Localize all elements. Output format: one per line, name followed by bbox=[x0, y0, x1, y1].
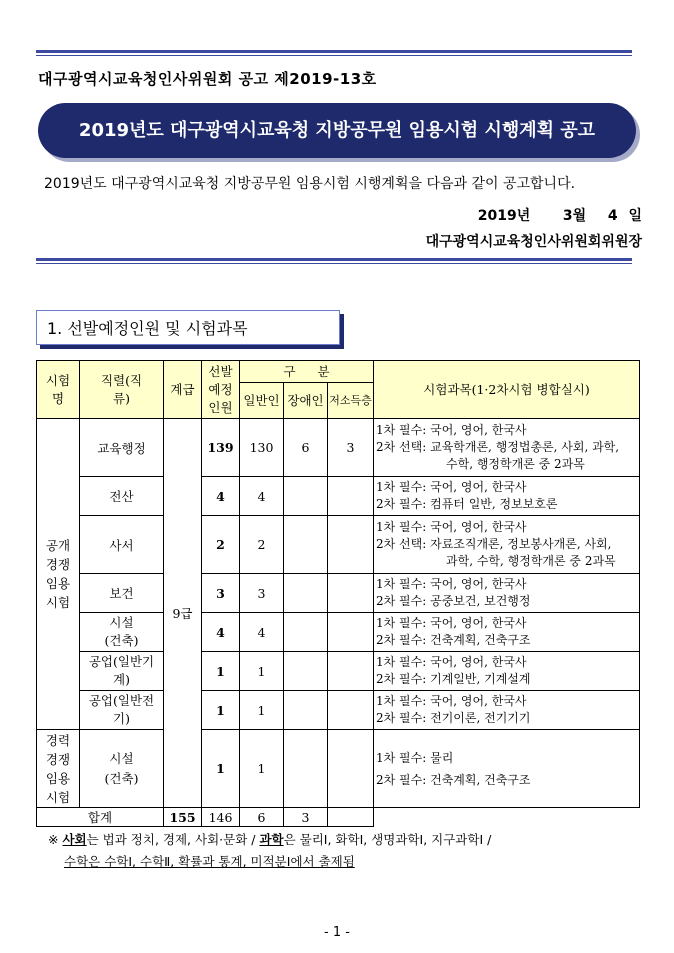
planned-cell: 4 bbox=[202, 477, 240, 516]
subject-line: 1차 필수: 물리 bbox=[376, 750, 454, 765]
position-cell: 시설(건축) bbox=[80, 613, 164, 652]
header-grade: 계급 bbox=[164, 361, 202, 419]
position-cell: 교육행정 bbox=[80, 419, 164, 477]
planned-cell: 3 bbox=[202, 574, 240, 613]
table-row bbox=[37, 477, 640, 516]
signer: 대구광역시교육청인사위원회위원장 bbox=[425, 234, 642, 250]
general-cell: 1 bbox=[240, 691, 284, 730]
position-cell: 전산 bbox=[80, 477, 164, 516]
subjects-cell bbox=[374, 477, 640, 516]
subjects-cell bbox=[374, 652, 640, 691]
position-cell: 공업(일반기계) bbox=[80, 652, 164, 691]
subject-line: 2차 필수: 기계일반, 기계설계 bbox=[376, 672, 531, 686]
note-math: 수학 bbox=[64, 854, 89, 869]
planned-cell: 1 bbox=[202, 730, 240, 808]
header-category: 구 분 bbox=[240, 361, 374, 383]
low-income-cell bbox=[328, 574, 374, 613]
low-income-cell bbox=[328, 516, 374, 574]
header-planned: 선발예정인원 bbox=[202, 361, 240, 419]
notice-number: 대구광역시교육청인사위원회 공고 제2019-13호 bbox=[38, 70, 377, 88]
table-row bbox=[37, 691, 640, 730]
table-row bbox=[37, 652, 640, 691]
top-rule bbox=[36, 50, 632, 56]
planned-cell: 1 bbox=[202, 652, 240, 691]
intro-text: 2019년도 대구광역시교육청 지방공무원 임용시험 시행계획을 다음과 같이 공고합니다. bbox=[44, 176, 576, 192]
subjects-cell bbox=[374, 516, 640, 574]
planned-cell: 139 bbox=[202, 419, 240, 477]
total-general: 146 bbox=[202, 808, 240, 827]
subject-line: 2차 선택: 교육학개론, 행정법총론, 사회, 과학, bbox=[376, 440, 620, 454]
low-income-cell: 3 bbox=[328, 419, 374, 477]
table-row bbox=[37, 730, 640, 808]
subject-line: 2차 선택: 자료조직개론, 정보봉사개론, 사회, bbox=[376, 537, 612, 551]
header-low-income: 저소득층 bbox=[328, 383, 374, 419]
general-cell: 1 bbox=[240, 730, 284, 808]
low-income-cell bbox=[328, 691, 374, 730]
position-cell: 시설(건축) bbox=[80, 730, 164, 808]
section-title: 1. 선발예정인원 및 시험과목 bbox=[47, 319, 248, 338]
low-income-cell bbox=[328, 477, 374, 516]
subject-line: 1차 필수: 국어, 영어, 한국사 bbox=[376, 423, 527, 437]
disabled-cell bbox=[284, 730, 328, 808]
disabled-cell bbox=[284, 574, 328, 613]
disabled-cell bbox=[284, 691, 328, 730]
general-cell: 130 bbox=[240, 419, 284, 477]
section-heading bbox=[36, 310, 340, 345]
general-cell: 4 bbox=[240, 477, 284, 516]
planned-cell: 4 bbox=[202, 613, 240, 652]
subjects-cell bbox=[374, 574, 640, 613]
subject-line: 1차 필수: 국어, 영어, 한국사 bbox=[376, 577, 527, 591]
note-science: 과학 bbox=[259, 832, 284, 847]
subject-line: 2차 필수: 건축계획, 건축구조 bbox=[376, 772, 531, 787]
subjects-cell bbox=[374, 730, 640, 808]
general-cell: 1 bbox=[240, 652, 284, 691]
position-cell: 공업(일반전기) bbox=[80, 691, 164, 730]
subject-line: 1차 필수: 국어, 영어, 한국사 bbox=[376, 520, 527, 534]
subjects-cell bbox=[374, 419, 640, 477]
notice-date: 2019년 3월 4 일 bbox=[477, 208, 642, 224]
table-row bbox=[37, 516, 640, 574]
planned-cell: 1 bbox=[202, 691, 240, 730]
note-mark: ※ bbox=[48, 832, 59, 847]
header-subjects: 시험과목(1·2차시험 병합실시) bbox=[374, 361, 640, 419]
subject-line: 과학, 수학, 행정학개론 중 2과목 bbox=[446, 554, 616, 568]
total-disabled: 6 bbox=[240, 808, 284, 827]
disabled-cell: 6 bbox=[284, 419, 328, 477]
subject-line: 2차 필수: 공중보건, 보건행정 bbox=[376, 594, 531, 608]
subject-line: 2차 필수: 건축계획, 건축구조 bbox=[376, 633, 531, 647]
disabled-cell bbox=[284, 652, 328, 691]
header-position: 직렬(직류) bbox=[80, 361, 164, 419]
note-text1: 는 법과 정치, 경제, 사회·문화 / bbox=[86, 832, 260, 847]
header-exam: 시험명 bbox=[37, 361, 80, 419]
total-subjects-empty bbox=[328, 808, 374, 827]
subject-line: 1차 필수: 국어, 영어, 한국사 bbox=[376, 480, 527, 494]
position-cell: 보건 bbox=[80, 574, 164, 613]
note-text2: 은 물리Ⅰ, 화학Ⅰ, 생명과학Ⅰ, 지구과학Ⅰ / bbox=[283, 832, 492, 847]
total-label: 합계 bbox=[37, 808, 164, 827]
subjects-cell bbox=[374, 691, 640, 730]
subject-line: 수학, 행정학개론 중 2과목 bbox=[446, 457, 585, 471]
general-cell: 3 bbox=[240, 574, 284, 613]
total-low-income: 3 bbox=[284, 808, 328, 827]
low-income-cell bbox=[328, 613, 374, 652]
exam-career: 경력경쟁임용시험 bbox=[37, 730, 80, 808]
total-row bbox=[37, 808, 640, 827]
general-cell: 4 bbox=[240, 613, 284, 652]
disabled-cell bbox=[284, 613, 328, 652]
subject-line: 2차 필수: 전기이론, 전기기기 bbox=[376, 711, 531, 725]
exam-open: 공개경쟁임용시험 bbox=[37, 419, 80, 730]
low-income-cell bbox=[328, 652, 374, 691]
subject-line: 1차 필수: 국어, 영어, 한국사 bbox=[376, 616, 527, 630]
low-income-cell bbox=[328, 730, 374, 808]
page-title: 2019년도 대구광역시교육청 지방공무원 임용시험 시행계획 공고 bbox=[78, 120, 596, 141]
disabled-cell bbox=[284, 477, 328, 516]
planned-cell: 2 bbox=[202, 516, 240, 574]
total-planned: 155 bbox=[164, 808, 202, 827]
subject-line: 1차 필수: 국어, 영어, 한국사 bbox=[376, 655, 527, 669]
header-bottom-rule bbox=[36, 258, 632, 264]
note-social: 사회 bbox=[62, 832, 87, 847]
footnote bbox=[48, 829, 491, 873]
table-row bbox=[37, 613, 640, 652]
page-number: - 1 - bbox=[324, 925, 350, 940]
header-general: 일반인 bbox=[240, 383, 284, 419]
grade-cell: 9급 bbox=[164, 419, 202, 808]
recruitment-table bbox=[36, 360, 640, 827]
position-cell: 사서 bbox=[80, 516, 164, 574]
note-text3: 은 수학Ⅰ, 수학Ⅱ, 확률과 통계, 미적분Ⅰ에서 출제됨 bbox=[88, 854, 355, 869]
subject-line: 1차 필수: 국어, 영어, 한국사 bbox=[376, 694, 527, 708]
general-cell: 2 bbox=[240, 516, 284, 574]
subject-line: 2차 필수: 컴퓨터 일반, 정보보호론 bbox=[376, 497, 558, 511]
table-row bbox=[37, 419, 640, 477]
table-row bbox=[37, 574, 640, 613]
header-disabled: 장애인 bbox=[284, 383, 328, 419]
disabled-cell bbox=[284, 516, 328, 574]
subjects-cell bbox=[374, 613, 640, 652]
title-banner bbox=[38, 103, 636, 158]
